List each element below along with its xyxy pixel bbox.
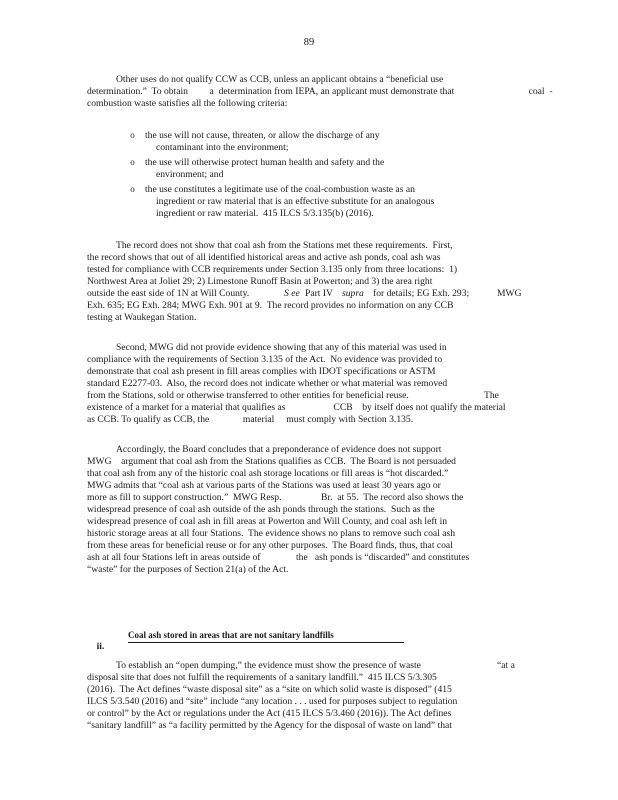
- text-line: demonstrate that coal ash present in fill areas complies with IDOT specifications or ASTM: [87, 366, 436, 377]
- text-line: determination.” To obtain a determination from IEPA, an applicant must demonstrate that coal -: [87, 86, 553, 97]
- text-line: To establish an “open dumping,” the evidence must show the presence of waste: [116, 660, 421, 671]
- heading-underline: [128, 642, 404, 643]
- text-line: compliance with the requirements of Section 3.135 of the Act. No evidence was provided to: [87, 354, 443, 365]
- text-line: Accordingly, the Board concludes that a preponderance of evidence does not support: [116, 444, 442, 455]
- text-line: from the Stations, sold or otherwise transferred to other entities for beneficial reuse.: [87, 390, 409, 401]
- page-number: 89: [303, 37, 315, 48]
- text-line: “sanitary landfill” as “a facility permitted by the Agency for the disposal of waste on land” that: [87, 720, 452, 731]
- text-fragment: Part IV: [305, 288, 333, 299]
- text-line: standard E2277-03. Also, the record does not indicate whether or what material was removed: [87, 378, 448, 389]
- bullet-icon: o: [130, 184, 135, 194]
- text-line: widespread presence of coal ash in fill areas at Powerton and Will County, and coal ash left in: [87, 516, 448, 527]
- text-line: MWG admits that “coal ash at various parts of the Stations was used at least 30 years ago or: [87, 480, 441, 491]
- text-line: more as fill to support construction.” MWG Resp.: [87, 492, 282, 503]
- text-line: combustion waste satisfies all the following criteria:: [87, 98, 288, 109]
- bullet-text: the use will not cause, threaten, or allow the discharge of any: [145, 130, 380, 141]
- section-number: ii.: [96, 641, 105, 653]
- text-fragment: the ash ponds is “discarded” and constitutes: [296, 552, 470, 563]
- text-fragment: supra: [342, 288, 364, 299]
- text-line: “waste” for the purposes of Section 21(a) of the Act.: [87, 564, 289, 575]
- bullet-icon: o: [130, 130, 135, 140]
- text-line: testing at Waukegan Station.: [87, 312, 197, 323]
- text-line: the record shows that out of all identified historical areas and active ash ponds, coal ash was: [87, 252, 441, 263]
- text-fragment: “at a: [497, 660, 515, 671]
- bullet-icon: o: [130, 157, 135, 167]
- text-line: tested for compliance with CCB requirements under Section 3.135 only from three locations: 1): [87, 264, 458, 275]
- text-line: as CCB. To qualify as CCB, the material must comply with Section 3.135.: [87, 414, 414, 425]
- text-line: or control” by the Act or regulations under the Act (415 ILCS 5/3.460 (2016)). The Act defines: [87, 708, 452, 719]
- text-line: MWG argument that coal ash from the Stations qualifies as CCB. The Board is not persuaded: [87, 456, 456, 467]
- bullet-text: ingredient or raw material that is an effective substitute for an analogous: [156, 196, 435, 207]
- bullet-text: ingredient or raw material. 415 ILCS 5/3.135(b) (2016).: [156, 208, 374, 219]
- text-fragment: MWG: [497, 288, 522, 299]
- text-line: widespread presence of coal ash outside of the ash ponds through the stations. Such as the: [87, 504, 435, 515]
- text-fragment: for details; EG Exh. 293;: [373, 288, 470, 299]
- text-fragment: S ee: [284, 288, 300, 299]
- text-line: The record does not show that coal ash from the Stations met these requirements. First,: [116, 240, 453, 251]
- text-line: Second, MWG did not provide evidence showing that any of this material was used in: [116, 342, 447, 353]
- section-title: Coal ash stored in areas that are not sanitary landfills: [128, 630, 334, 640]
- text-line: Other uses do not qualify CCW as CCB, unless an applicant obtains a “beneficial use: [116, 74, 444, 85]
- text-line: (2016). The Act defines “waste disposal site” as a “site on which solid waste is disposed” (415: [87, 684, 452, 695]
- bullet-text: the use will otherwise protect human health and safety and the: [145, 157, 385, 168]
- text-line: ash at all four Stations left in areas outside of: [87, 552, 261, 563]
- text-line: from these areas for beneficial reuse or for any other purposes. The Board finds, thus, that coal: [87, 540, 453, 551]
- text-line: Exh. 635; EG Exh. 284; MWG Exh. 901 at 9. The record provides no information on any CCB: [87, 300, 454, 311]
- text-fragment: The: [484, 390, 499, 401]
- text-line: outside the east side of 1N at Will County.: [87, 288, 250, 299]
- text-line: Northwest Area at Joliet 29; 2) Limestone Runoff Basin at Powerton; and 3) the area right: [87, 276, 433, 287]
- text-line: existence of a market for a material that qualifies as CCB by itself does not qualify the material: [87, 402, 506, 413]
- bullet-text: contaminant into the environment;: [156, 142, 289, 153]
- text-fragment: Br. at 55. The record also shows the: [321, 492, 464, 503]
- text-line: ILCS 5/3.540 (2016) and “site” include “any location . . . used for purposes subject to regulation: [87, 696, 458, 707]
- bullet-text: environment; and: [156, 169, 224, 180]
- text-line: disposal site that does not fulfill the requirements of a sanitary landfill.” 415 ILCS 5/3.305: [87, 672, 437, 683]
- bullet-text: the use constitutes a legitimate use of the coal-combustion waste as an: [145, 184, 415, 195]
- text-line: historic storage areas at all four Stations. The evidence shows no plans to remove such coal ash: [87, 528, 456, 539]
- text-line: that coal ash from any of the historic coal ash storage locations or fill areas is “hot discarded.”: [87, 468, 449, 479]
